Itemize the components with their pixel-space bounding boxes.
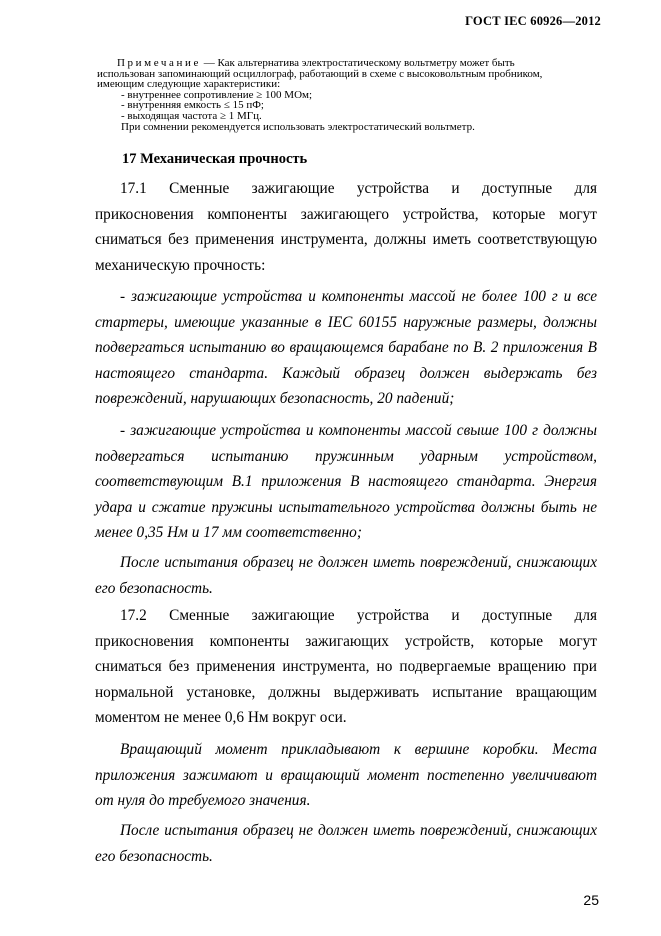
para-line: - зажигающие устройства и компоненты массой не более 100 г и все	[120, 288, 597, 305]
paragraph-torque	[95, 737, 597, 814]
para-line: настоящего стандарта. Каждый образец должен выдержать без	[95, 364, 597, 382]
para-line: повреждений, нарушающих безопасность, 20 падений;	[95, 390, 455, 408]
para-line: приложения зажимают и вращающий момент постепенно увеличивают	[95, 766, 597, 784]
para-line: его безопасность.	[95, 579, 213, 597]
note-block	[97, 58, 597, 132]
para-line: стартеры, имеющие указанные в IEC 60155 наружные размеры, должны	[95, 313, 597, 331]
para-line: менее 0,35 Нм и 17 мм соответственно;	[95, 524, 362, 542]
paragraph-after-test-1	[95, 550, 597, 601]
para-line: моментом не менее 0,6 Нм вокруг оси.	[95, 709, 347, 727]
paragraph-light-devices	[95, 284, 597, 412]
note-line-2: использован запоминающий осциллограф, работающий в схеме с высоковольтным пробником,	[97, 67, 543, 80]
page-number: 25	[583, 892, 599, 908]
paragraph-17-2	[95, 603, 597, 731]
para-line: соответствующим В.1 приложения В настоящего стандарта. Энергия	[95, 473, 597, 491]
paragraph-heavy-devices	[95, 418, 597, 546]
para-line: подвергаться испытанию во вращающемся барабане по В. 2 приложения В	[95, 339, 597, 357]
para-line: сниматься без применения инструмента, но подвергаемые вращению при	[95, 658, 597, 676]
para-line: прикосновения компоненты зажигающих устройств, которые могут	[95, 632, 597, 650]
para-line: Вращающий момент прикладывают к вершине коробки. Места	[120, 741, 597, 758]
para-line: 17.2 Сменные зажигающие устройства и доступные для	[120, 607, 597, 624]
para-line: подвергаться испытанию пружинным ударным устройством,	[95, 447, 597, 465]
note-line-6: - выходящая частота ≥ 1 МГц.	[121, 109, 262, 122]
para-line: механическую прочность:	[95, 256, 266, 274]
para-line: нормальной установке, должны выдерживать испытание вращающим	[95, 683, 597, 701]
document-header: ГОСТ IEC 60926—2012	[465, 14, 601, 28]
note-line-7: При сомнении рекомендуется использовать электростатический вольтметр.	[121, 120, 475, 133]
para-line: После испытания образец не должен иметь повреждений, снижающих	[120, 822, 597, 839]
paragraph-17-1	[95, 176, 597, 278]
note-line-3: имеющим следующие характеристики:	[97, 78, 281, 91]
para-line: 17.1 Сменные зажигающие устройства и доступные для	[120, 180, 597, 197]
para-line: его безопасность.	[95, 847, 213, 865]
paragraph-after-test-2	[95, 818, 597, 869]
note-line-4: - внутреннее сопротивление ≥ 100 МОм;	[121, 88, 313, 101]
para-line: прикосновения компоненты зажигающего устройства, которые могут	[95, 205, 597, 223]
para-line: от нуля до требуемого значения.	[95, 792, 311, 810]
section-title: 17 Механическая прочность	[122, 151, 308, 167]
note-line-1: Примечание — Как альтернатива электростатическому вольтметру может быть	[117, 57, 515, 69]
note-label: Примечание	[117, 57, 201, 69]
note-line-5: - внутренняя емкость ≤ 15 пФ;	[121, 99, 264, 112]
para-line: сниматься без применения инструмента, должны иметь соответствующую	[95, 231, 597, 249]
para-line: - зажигающие устройства и компоненты массой свыше 100 г должны	[120, 422, 597, 439]
para-line: После испытания образец не должен иметь повреждений, снижающих	[120, 554, 597, 571]
para-line: удара и сжатие пружины испытательного устройства должны быть не	[95, 498, 597, 516]
